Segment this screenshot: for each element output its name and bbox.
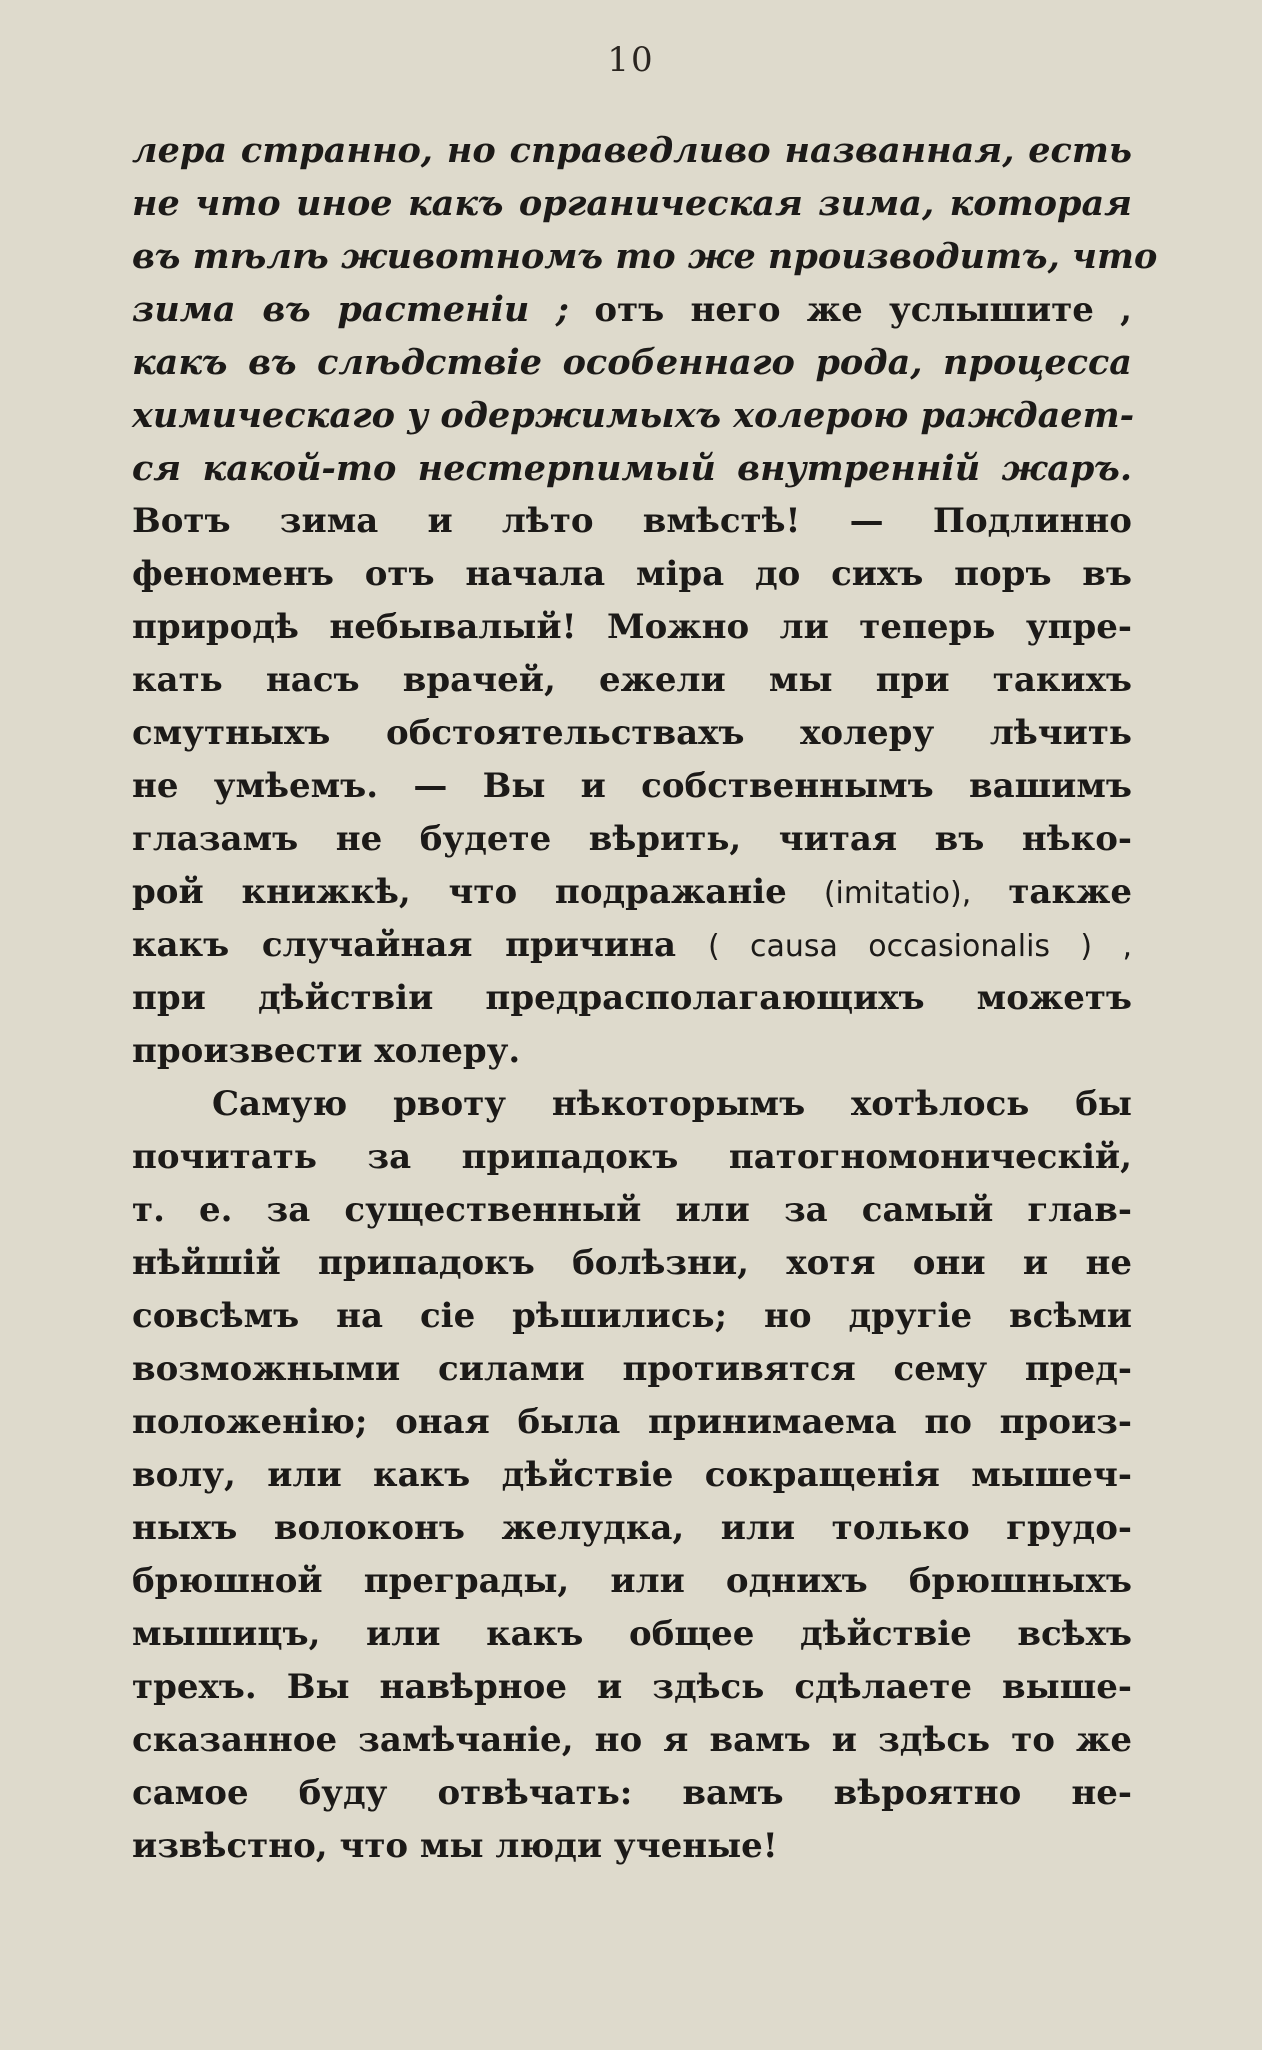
- text-segment: рой книжкѣ, что подражаніе: [132, 872, 787, 912]
- text-line: въ тѣлѣ животномъ то же производитъ, что: [132, 236, 1158, 277]
- text-line: самое буду отвѣчать: вамъ вѣроятно не-: [132, 1773, 1132, 1813]
- text-line: при дѣйствіи предрасполагающихъ можетъ: [132, 978, 1132, 1018]
- text-line: Вотъ зима и лѣто вмѣстѣ! — Подлинно: [132, 501, 1132, 541]
- text-line: [132, 866, 1132, 919]
- text-segment: зима въ растеніи ;: [132, 289, 569, 330]
- text-line: [132, 919, 1132, 972]
- text-line: почитать за припадокъ патогномоническій,: [132, 1137, 1132, 1177]
- text-segment: отъ него же услышите ,: [594, 290, 1132, 330]
- text-line: [132, 283, 1132, 336]
- text-line: возможными силами противятся сему пред-: [132, 1349, 1132, 1389]
- text-line: Самую рвоту нѣкоторымъ хотѣлось бы: [212, 1084, 1132, 1124]
- page-number: 10: [607, 40, 655, 80]
- text-line: брюшной преграды, или однихъ брюшныхъ: [132, 1561, 1132, 1601]
- text-segment: какъ случайная причина: [132, 925, 677, 965]
- text-line: положенію; оная была принимаема по произ-: [132, 1402, 1132, 1442]
- text-segment: также: [1008, 872, 1132, 912]
- text-line: ся какой-то нестерпимый внутренній жаръ.: [132, 448, 1132, 489]
- text-line: природѣ небывалый! Можно ли теперь упре-: [132, 607, 1132, 647]
- text-line: смутныхъ обстоятельствахъ холеру лѣчить: [132, 713, 1132, 753]
- text-line: не умѣемъ. — Вы и собственнымъ вашимъ: [132, 766, 1132, 806]
- text-line: извѣстно, что мы люди ученые!: [132, 1826, 778, 1866]
- text-line: какъ въ слѣдствіе особеннаго рода, процесса: [132, 342, 1132, 383]
- text-line: глазамъ не будете вѣрить, читая въ нѣко-: [132, 819, 1132, 859]
- text-line: произвести холеру.: [132, 1031, 521, 1071]
- text-line: феноменъ отъ начала міра до сихъ поръ въ: [132, 554, 1132, 594]
- text-line: сказанное замѣчаніе, но я вамъ и здѣсь то же: [132, 1720, 1132, 1760]
- text-line: совсѣмъ на сіе рѣшились; но другіе всѣми: [132, 1296, 1132, 1336]
- text-line: ныхъ волоконъ желудка, или только грудо-: [132, 1508, 1132, 1548]
- body-text: [132, 124, 1158, 1873]
- text-line: т. е. за существенный или за самый глав-: [132, 1190, 1132, 1230]
- latin-term: (imitatio),: [823, 876, 972, 911]
- text-line: трехъ. Вы навѣрное и здѣсь сдѣлаете выше-: [132, 1667, 1132, 1707]
- text-line: мышицъ, или какъ общее дѣйствіе всѣхъ: [132, 1614, 1132, 1654]
- text-line: волу, или какъ дѣйствіе сокращенія мышеч-: [132, 1455, 1132, 1495]
- text-line: химическаго у одержимыхъ холерою раждает-: [132, 395, 1135, 436]
- text-line: не что иное какъ органическая зима, которая: [132, 183, 1132, 224]
- text-line: кать насъ врачей, ежели мы при такихъ: [132, 660, 1132, 700]
- text-line: нѣйшій припадокъ болѣзни, хотя они и не: [132, 1243, 1132, 1283]
- latin-term: ( causa occasionalis ) ,: [707, 929, 1132, 964]
- text-line: лера странно, но справедливо названная, есть: [132, 130, 1132, 171]
